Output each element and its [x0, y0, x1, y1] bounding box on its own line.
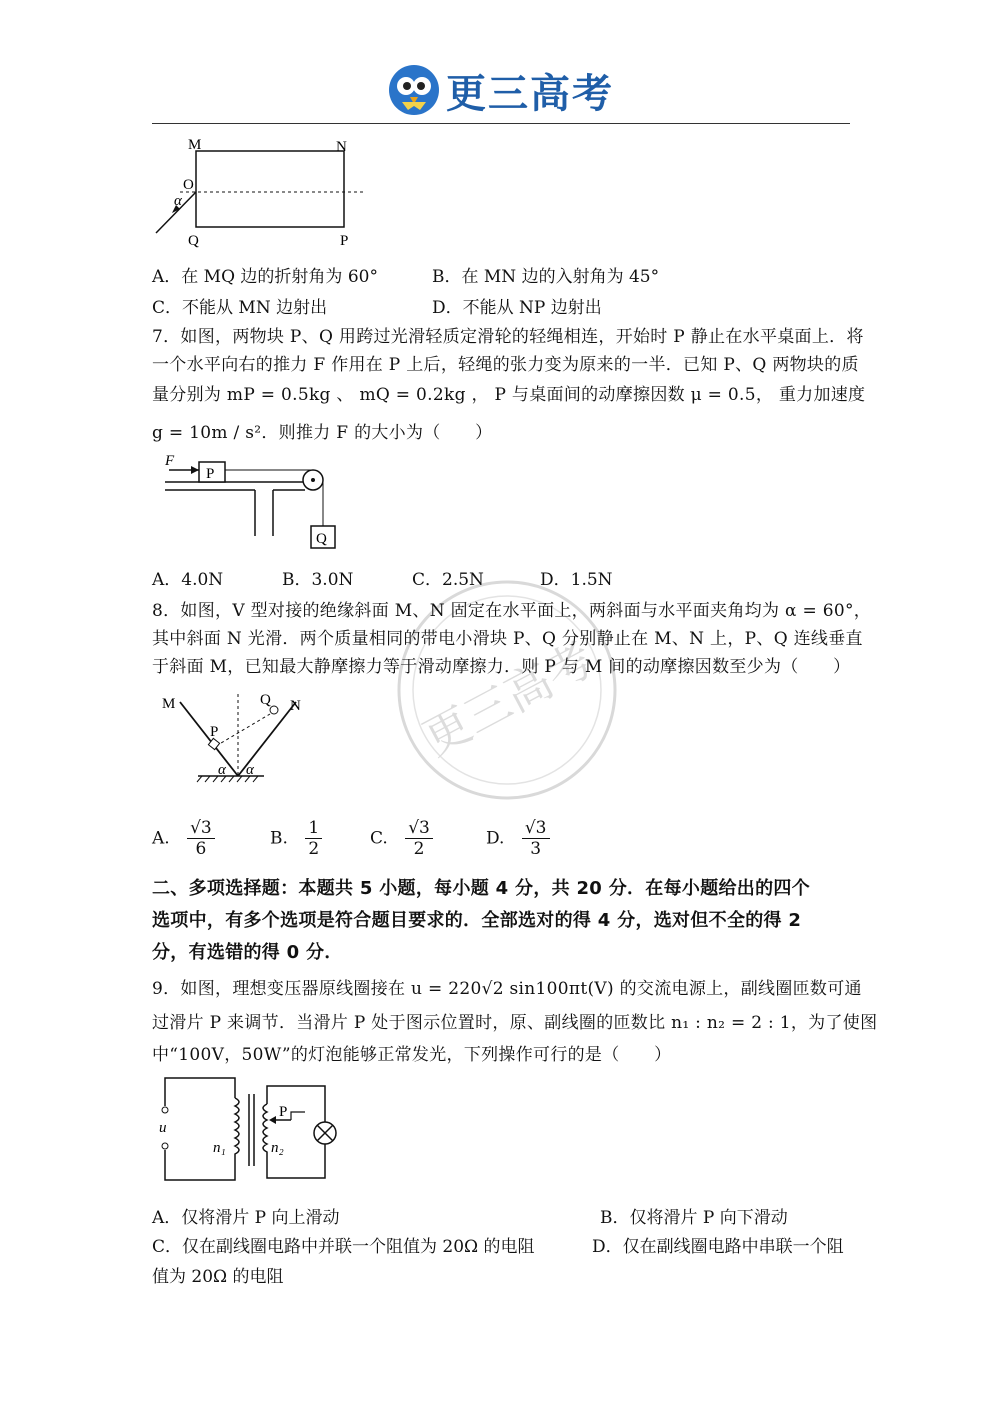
q7-arrow-icon	[191, 466, 199, 474]
q7-stem-line1: 7．如图，两物块 P、Q 用跨过光滑轻质定滑轮的轻绳相连，开始时 P 静止在水平桌面上．将	[152, 327, 864, 347]
q8-label-alpha-right: α	[246, 762, 254, 778]
q7-stem-line4: g = 10m / s²．则推力 F 的大小为（ ）	[152, 423, 493, 443]
q9-primary-coil	[235, 1098, 239, 1160]
q7-label-f: F	[165, 453, 175, 469]
q8-label-n: N	[290, 698, 301, 714]
q9-option-d-continued: 值为 20Ω 的电阻	[152, 1267, 284, 1287]
q9-stem-line1: 9．如图，理想变压器原线圈接在 u = 220√2 sin100πt(V) 的交流电源上，副线圈匝数可通	[152, 979, 862, 999]
q8-incline-m	[180, 702, 238, 776]
q7-stem-line2: 一个水平向右的推力 F 作用在 P 上后，轻绳的张力变为原来的一半．已知 P、Q 两物块的质	[152, 355, 859, 375]
q9-option-a[interactable]: A．仅将滑片 P 向上滑动	[152, 1208, 340, 1228]
q9-stem-line3: 中“100V，50W”的灯泡能够正常发光，下列操作可行的是（ ）	[152, 1045, 672, 1065]
q7-option-b[interactable]: B．3.0N	[282, 570, 354, 590]
q8-option-a[interactable]: A. $\frac{√3}{6}$	[152, 818, 215, 860]
q9-option-c[interactable]: C．仅在副线圈电路中并联一个阻值为 20Ω 的电阻	[152, 1237, 535, 1257]
watermark-text: 更三高考	[414, 631, 603, 766]
q8-label-q: Q	[260, 692, 271, 708]
q6-rectangle	[196, 151, 344, 227]
q8-block-q	[270, 706, 278, 714]
q8-figure	[158, 688, 318, 798]
q8-pq-dashed	[216, 714, 270, 746]
q7-option-c[interactable]: C．2.5N	[412, 570, 484, 590]
header-rule	[152, 123, 850, 124]
q8-stem-line2: 其中斜面 N 光滑．两个质量相同的带电小滑块 P、Q 分别静止在 M、N 上，P、Q 连线垂直	[152, 629, 863, 649]
q6-option-c[interactable]: C．不能从 MN 边射出	[152, 298, 328, 318]
q6-label-n: N	[336, 139, 347, 155]
q9-slider-arrow-icon	[269, 1116, 276, 1124]
q6-label-m: M	[188, 137, 202, 153]
q8-label-alpha-left: α	[218, 762, 226, 778]
q9-label-n1: n₁	[213, 1140, 226, 1156]
q8-label-m: M	[162, 696, 176, 712]
q6-label-alpha: α	[174, 193, 182, 209]
section2-heading-line3: 分，有选错的得 0 分．	[152, 942, 343, 963]
section2-heading-line2: 选项中，有多个选项是符合题目要求的．全部选对的得 4 分，选对但不全的得 2	[152, 910, 802, 931]
q9-primary-wire	[165, 1078, 235, 1106]
q9-option-b[interactable]: B．仅将滑片 P 向下滑动	[600, 1208, 788, 1228]
q9-secondary-coil	[263, 1104, 267, 1160]
q9-terminal-top	[162, 1107, 168, 1113]
q9-stem-line2: 过滑片 P 来调节．当滑片 P 处于图示位置时，原、副线圈的匝数比 n₁ : n₂ = 2 : 1，为了使图	[152, 1013, 878, 1033]
q9-option-d[interactable]: D．仅在副线圈电路中串联一个阻	[592, 1237, 844, 1257]
q8-label-p: P	[210, 724, 219, 740]
brand-name: 更三高考	[446, 71, 614, 117]
section2-heading-line1: 二、多项选择题：本题共 5 小题，每小题 4 分，共 20 分．在每小题给出的四个	[152, 878, 810, 899]
q7-figure	[155, 452, 355, 552]
q8-option-c[interactable]: C. $\frac{√3}{2}$	[370, 818, 433, 860]
q9-label-p: P	[279, 1104, 288, 1120]
q7-label-q: Q	[316, 531, 327, 547]
q7-stem-line3: 量分别为 mP = 0.5kg 、 mQ = 0.2kg ， P 与桌面间的动摩擦因数 μ = 0.5， 重力加速度	[152, 385, 866, 405]
q7-option-d[interactable]: D．1.5N	[540, 570, 613, 590]
q8-option-b[interactable]: B. $\frac{1}{2}$	[270, 818, 322, 860]
q8-option-d[interactable]: D. $\frac{√3}{3}$	[486, 818, 550, 860]
q8-stem-line1: 8．如图，V 型对接的绝缘斜面 M、N 固定在水平面上，两斜面与水平面夹角均为 α = 60°，	[152, 601, 872, 621]
q6-option-d[interactable]: D．不能从 NP 边射出	[432, 298, 602, 318]
q7-label-p: P	[206, 466, 215, 482]
owl-logo-icon	[388, 64, 440, 116]
q6-figure	[150, 135, 380, 255]
q8-stem-line3: 于斜面 M，已知最大静摩擦力等于滑动摩擦力．则 P 与 M 间的动摩擦因数至少为（ ）	[152, 657, 851, 677]
q9-label-n2: n₂	[271, 1140, 284, 1156]
q9-terminal-bottom	[162, 1143, 168, 1149]
q6-label-p: P	[340, 233, 349, 249]
q7-option-a[interactable]: A．4.0N	[152, 570, 224, 590]
q6-label-o: O	[183, 177, 194, 193]
q6-option-b[interactable]: B．在 MN 边的入射角为 45°	[432, 267, 660, 287]
q6-option-a[interactable]: A．在 MQ 边的折射角为 60°	[152, 267, 378, 287]
q6-label-q: Q	[188, 233, 199, 249]
q9-figure	[155, 1074, 355, 1186]
q9-label-u: u	[159, 1120, 167, 1136]
